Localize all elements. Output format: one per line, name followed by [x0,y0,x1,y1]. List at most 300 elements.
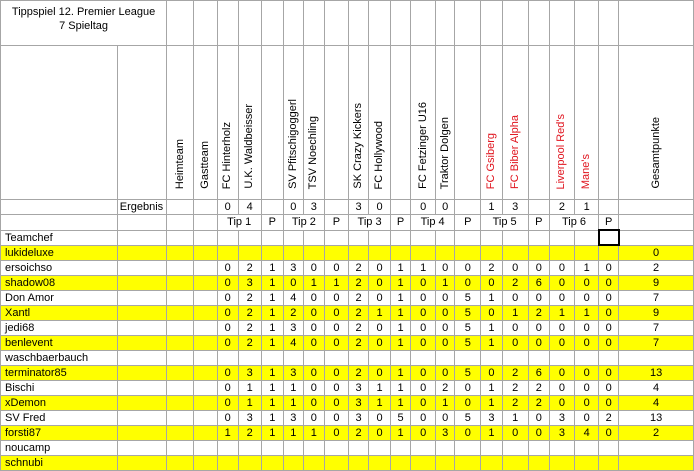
tip-value[interactable]: 0 [411,425,436,440]
tip-value[interactable]: 0 [217,305,238,320]
tip-value[interactable]: 3 [238,275,261,290]
tip-value[interactable] [217,245,238,260]
tip-value[interactable]: 0 [599,290,619,305]
tip-value[interactable]: 1 [261,320,283,335]
tip-value[interactable] [502,245,528,260]
tip-value[interactable]: 1 [575,305,599,320]
tip-value[interactable] [283,350,303,365]
tip-value[interactable]: 0 [436,335,455,350]
blank-cell[interactable] [117,380,166,395]
tip-value[interactable]: 0 [217,365,238,380]
blank-cell[interactable] [167,320,194,335]
tip-value[interactable] [455,440,481,455]
blank-cell[interactable] [194,260,217,275]
tip-value[interactable]: 0 [217,320,238,335]
tip-value[interactable] [303,230,324,245]
blank-cell[interactable] [436,1,455,46]
player-name[interactable]: shadow08 [1,275,118,290]
blank-cell[interactable] [194,200,217,215]
tip-value[interactable]: 0 [217,410,238,425]
tip-value[interactable]: 3 [283,410,303,425]
blank-cell[interactable] [368,1,390,46]
blank-cell[interactable] [167,410,194,425]
tip-value[interactable]: 4 [575,425,599,440]
player-total[interactable] [619,350,694,365]
tip-value[interactable] [599,440,619,455]
player-name[interactable]: terminator85 [1,365,118,380]
tip-value[interactable]: 1 [391,275,411,290]
tip-value[interactable]: 1 [502,410,528,425]
tip-value[interactable]: 0 [599,305,619,320]
tip-value[interactable]: 0 [303,260,324,275]
tip-value[interactable] [303,245,324,260]
tip-value[interactable] [411,455,436,470]
player-total[interactable] [619,440,694,455]
header-team[interactable] [575,46,599,200]
blank-cell[interactable] [261,200,283,215]
tip-value[interactable]: 2 [502,380,528,395]
tip-value[interactable]: 1 [261,395,283,410]
player-name[interactable]: schnubi [1,455,118,470]
player-total[interactable]: 13 [619,410,694,425]
tip-value[interactable] [261,245,283,260]
blank-cell[interactable] [117,395,166,410]
player-total[interactable]: 4 [619,395,694,410]
tip-value[interactable]: 0 [549,290,574,305]
blank-cell[interactable] [194,335,217,350]
tip-value[interactable]: 2 [349,275,369,290]
blank-cell[interactable] [167,380,194,395]
player-name[interactable]: xDemon [1,395,118,410]
tip-value[interactable]: 0 [303,365,324,380]
tip-value[interactable]: 0 [217,395,238,410]
tip-value[interactable]: 1 [238,380,261,395]
tip-value[interactable]: 1 [261,380,283,395]
tip-value[interactable] [261,455,283,470]
tip-value[interactable]: 1 [368,395,390,410]
tip-value[interactable] [549,230,574,245]
blank-cell[interactable] [167,455,194,470]
blank-cell[interactable] [619,200,694,215]
tip-value[interactable]: 0 [528,260,549,275]
blank-cell[interactable] [575,1,599,46]
tip-value[interactable]: 2 [238,320,261,335]
tip-value[interactable]: 1 [324,275,348,290]
blank-cell[interactable] [167,305,194,320]
tip-value[interactable]: 0 [575,380,599,395]
tip-value[interactable] [238,455,261,470]
tip-value[interactable]: 1 [481,320,502,335]
ergebnis-score[interactable]: 2 [549,200,574,215]
player-name[interactable]: forsti87 [1,425,118,440]
tip-value[interactable]: 2 [481,260,502,275]
tip-value[interactable]: 1 [481,395,502,410]
blank-cell[interactable] [455,200,481,215]
ergebnis-score[interactable]: 1 [481,200,502,215]
player-name[interactable]: jedi68 [1,320,118,335]
tip-value[interactable]: 0 [502,335,528,350]
header-team[interactable] [368,46,390,200]
tip-value[interactable]: 0 [528,425,549,440]
tip-value[interactable]: 2 [502,365,528,380]
tip-value[interactable]: 1 [391,425,411,440]
title-cell[interactable] [1,1,167,46]
tip-value[interactable]: 1 [261,305,283,320]
tip-value[interactable] [575,455,599,470]
tip-value[interactable]: 0 [481,365,502,380]
tip-value[interactable]: 0 [303,395,324,410]
tip-value[interactable] [368,350,390,365]
header-heimteam[interactable] [167,46,194,200]
blank-cell[interactable] [283,1,303,46]
ergebnis-score[interactable]: 0 [283,200,303,215]
player-name[interactable]: lukideluxe [1,245,118,260]
blank-cell[interactable] [194,380,217,395]
blank-cell[interactable] [167,290,194,305]
tip-value[interactable]: 0 [368,320,390,335]
tip-value[interactable]: 0 [283,275,303,290]
tip-value[interactable] [455,230,481,245]
tip-value[interactable]: 5 [455,290,481,305]
points-label[interactable]: P [324,215,348,231]
tip-value[interactable]: 0 [599,395,619,410]
ergebnis-score[interactable]: 3 [502,200,528,215]
tip-value[interactable]: 0 [528,320,549,335]
blank-cell[interactable] [167,245,194,260]
tip-value[interactable] [324,350,348,365]
tip-value[interactable] [528,455,549,470]
tip-value[interactable]: 0 [549,365,574,380]
tip-value[interactable]: 0 [324,395,348,410]
tip-value[interactable]: 0 [455,395,481,410]
tip-value[interactable]: 1 [481,380,502,395]
tip-value[interactable]: 1 [549,305,574,320]
tip-value[interactable]: 2 [238,260,261,275]
tip-label[interactable]: Tip 2 [283,215,324,231]
header-team[interactable] [349,46,369,200]
player-total[interactable]: 7 [619,335,694,350]
tip-value[interactable] [303,440,324,455]
blank-cell[interactable] [619,1,694,46]
tip-value[interactable]: 3 [349,380,369,395]
tip-value[interactable]: 1 [261,260,283,275]
tip-value[interactable]: 5 [455,305,481,320]
tip-value[interactable]: 1 [261,290,283,305]
tip-value[interactable] [549,245,574,260]
tip-value[interactable] [436,245,455,260]
blank-cell[interactable] [117,425,166,440]
tip-value[interactable]: 6 [528,275,549,290]
blank-cell[interactable] [528,1,549,46]
tip-value[interactable]: 0 [411,335,436,350]
tip-value[interactable]: 3 [283,320,303,335]
tip-value[interactable] [303,350,324,365]
tip-value[interactable]: 0 [324,290,348,305]
blank-cell[interactable] [194,290,217,305]
tip-value[interactable]: 0 [455,425,481,440]
player-total[interactable]: 4 [619,380,694,395]
tip-value[interactable]: 0 [411,305,436,320]
blank-cell[interactable] [117,275,166,290]
tip-value[interactable]: 3 [283,365,303,380]
tip-value[interactable]: 1 [391,380,411,395]
tip-value[interactable]: 2 [349,365,369,380]
tip-value[interactable]: 0 [599,365,619,380]
tip-value[interactable] [368,230,390,245]
ergebnis-score[interactable]: 4 [238,200,261,215]
tip-value[interactable]: 0 [324,365,348,380]
tip-value[interactable]: 0 [411,320,436,335]
blank-cell[interactable] [117,335,166,350]
tip-value[interactable]: 3 [549,425,574,440]
tip-value[interactable] [368,245,390,260]
ergebnis-score[interactable]: 1 [575,200,599,215]
blank-cell[interactable] [167,440,194,455]
ergebnis-score[interactable]: 3 [303,200,324,215]
tip-value[interactable]: 0 [303,305,324,320]
tip-value[interactable]: 0 [436,320,455,335]
tip-value[interactable] [349,230,369,245]
header-team[interactable] [217,46,238,200]
tip-value[interactable]: 2 [599,410,619,425]
tip-value[interactable]: 2 [528,305,549,320]
blank-cell[interactable] [167,230,194,245]
tip-value[interactable] [549,455,574,470]
tip-value[interactable]: 1 [261,275,283,290]
blank-cell[interactable] [391,1,411,46]
tip-value[interactable] [599,455,619,470]
blank-cell[interactable] [194,245,217,260]
tip-value[interactable]: 1 [391,335,411,350]
tip-value[interactable]: 0 [368,425,390,440]
blank-cell[interactable] [117,365,166,380]
tip-value[interactable]: 0 [217,260,238,275]
player-name[interactable]: noucamp [1,440,118,455]
tip-label[interactable]: Tip 5 [481,215,528,231]
tip-value[interactable]: 1 [391,305,411,320]
tip-value[interactable]: 0 [324,320,348,335]
tip-value[interactable]: 2 [502,395,528,410]
tip-value[interactable]: 0 [324,260,348,275]
tip-value[interactable]: 2 [436,380,455,395]
tip-value[interactable] [238,245,261,260]
blank-cell[interactable] [599,46,619,200]
header-team[interactable] [549,46,574,200]
tip-value[interactable]: 1 [303,425,324,440]
player-name[interactable]: Teamchef [1,230,118,245]
tip-value[interactable] [575,350,599,365]
ergebnis-score[interactable]: 0 [217,200,238,215]
blank-cell[interactable] [303,1,324,46]
tip-value[interactable] [411,440,436,455]
tip-value[interactable]: 0 [324,410,348,425]
tip-value[interactable]: 0 [528,335,549,350]
tip-value[interactable] [502,230,528,245]
tip-value[interactable] [349,350,369,365]
tip-value[interactable]: 1 [502,305,528,320]
tip-value[interactable] [411,245,436,260]
tip-value[interactable]: 0 [303,320,324,335]
tip-value[interactable] [217,455,238,470]
tip-value[interactable]: 1 [411,260,436,275]
header-gastteam[interactable] [194,46,217,200]
tip-value[interactable]: 1 [261,425,283,440]
tip-value[interactable]: 0 [411,395,436,410]
tip-value[interactable] [283,245,303,260]
blank-cell[interactable] [391,46,411,200]
tip-value[interactable] [324,440,348,455]
ergebnis-score[interactable]: 3 [349,200,369,215]
tip-value[interactable]: 0 [324,335,348,350]
tip-value[interactable] [391,245,411,260]
points-label[interactable]: P [261,215,283,231]
tip-label[interactable]: Tip 6 [549,215,598,231]
player-total[interactable]: 7 [619,320,694,335]
tip-value[interactable]: 2 [349,425,369,440]
player-name[interactable]: Bischi [1,380,118,395]
player-total[interactable] [619,230,694,245]
tip-value[interactable] [283,440,303,455]
blank-cell[interactable] [117,245,166,260]
tip-value[interactable]: 0 [599,335,619,350]
tip-value[interactable]: 0 [411,380,436,395]
tip-value[interactable] [238,350,261,365]
tip-value[interactable] [502,350,528,365]
tip-value[interactable]: 0 [217,290,238,305]
blank-cell[interactable] [167,275,194,290]
tip-value[interactable] [481,440,502,455]
tip-value[interactable] [261,440,283,455]
blank-cell[interactable] [167,200,194,215]
tip-value[interactable]: 0 [368,290,390,305]
tip-value[interactable]: 0 [436,410,455,425]
blank-cell[interactable] [117,230,166,245]
tip-value[interactable] [481,245,502,260]
blank-cell[interactable] [528,200,549,215]
tip-value[interactable] [599,350,619,365]
tip-value[interactable] [575,230,599,245]
blank-cell[interactable] [117,410,166,425]
blank-cell[interactable] [194,425,217,440]
tip-value[interactable] [455,455,481,470]
ergebnis-score[interactable]: 0 [411,200,436,215]
tip-value[interactable]: 0 [455,275,481,290]
blank-cell[interactable] [194,320,217,335]
tip-value[interactable]: 0 [502,425,528,440]
tip-value[interactable]: 1 [391,260,411,275]
tip-value[interactable] [436,455,455,470]
blank-cell[interactable] [1,200,118,215]
tip-value[interactable]: 0 [528,290,549,305]
tip-value[interactable]: 5 [455,320,481,335]
tip-value[interactable]: 2 [502,275,528,290]
blank-cell[interactable] [117,440,166,455]
blank-cell[interactable] [324,46,348,200]
tip-value[interactable]: 0 [436,305,455,320]
tip-value[interactable]: 0 [575,410,599,425]
blank-cell[interactable] [528,46,549,200]
tip-value[interactable]: 1 [575,260,599,275]
blank-cell[interactable] [167,395,194,410]
tip-value[interactable]: 3 [238,365,261,380]
tip-value[interactable]: 5 [455,410,481,425]
points-label[interactable]: P [455,215,481,231]
tip-value[interactable] [349,455,369,470]
tip-value[interactable]: 2 [283,305,303,320]
tip-value[interactable]: 0 [436,365,455,380]
tip-value[interactable]: 0 [324,425,348,440]
tip-value[interactable]: 0 [411,365,436,380]
blank-cell[interactable] [261,1,283,46]
blank-cell[interactable] [411,1,436,46]
tip-value[interactable] [549,350,574,365]
blank-cell[interactable] [391,200,411,215]
blank-cell[interactable] [502,1,528,46]
blank-cell[interactable] [194,410,217,425]
ergebnis-score[interactable]: 0 [436,200,455,215]
tip-value[interactable]: 2 [349,335,369,350]
blank-cell[interactable] [455,46,481,200]
player-total[interactable]: 13 [619,365,694,380]
blank-cell[interactable] [194,440,217,455]
points-label[interactable]: P [599,215,619,231]
header-team[interactable] [238,46,261,200]
tip-value[interactable]: 0 [502,290,528,305]
tip-value[interactable]: 0 [217,275,238,290]
tip-value[interactable]: 0 [575,290,599,305]
tip-value[interactable]: 0 [549,395,574,410]
tip-value[interactable] [283,230,303,245]
tip-value[interactable]: 0 [368,260,390,275]
tip-value[interactable]: 0 [368,365,390,380]
tip-value[interactable]: 2 [528,395,549,410]
tip-value[interactable]: 3 [549,410,574,425]
tip-value[interactable]: 2 [349,260,369,275]
blank-cell[interactable] [1,46,118,200]
blank-cell[interactable] [217,1,238,46]
tip-value[interactable]: 1 [261,335,283,350]
tip-value[interactable]: 3 [349,395,369,410]
tip-value[interactable]: 5 [455,335,481,350]
tip-value[interactable]: 0 [303,410,324,425]
tip-value[interactable]: 0 [599,320,619,335]
blank-cell[interactable] [117,260,166,275]
tip-value[interactable]: 0 [411,410,436,425]
blank-cell[interactable] [167,335,194,350]
tip-label[interactable]: Tip 4 [411,215,455,231]
tip-value[interactable]: 1 [238,395,261,410]
blank-cell[interactable] [194,305,217,320]
tip-value[interactable] [575,245,599,260]
tip-value[interactable] [436,440,455,455]
tip-value[interactable] [411,230,436,245]
tip-value[interactable]: 0 [575,395,599,410]
tip-value[interactable]: 1 [368,380,390,395]
tip-label[interactable]: Tip 3 [349,215,391,231]
tip-value[interactable] [502,455,528,470]
tip-value[interactable]: 0 [528,410,549,425]
tip-value[interactable]: 1 [481,425,502,440]
tip-value[interactable]: 1 [391,290,411,305]
tip-value[interactable]: 1 [436,275,455,290]
tip-value[interactable]: 0 [303,290,324,305]
tip-value[interactable] [368,440,390,455]
blank-cell[interactable] [117,305,166,320]
tip-value[interactable]: 3 [349,410,369,425]
tip-value[interactable] [261,230,283,245]
player-total[interactable]: 9 [619,305,694,320]
blank-cell[interactable] [167,365,194,380]
